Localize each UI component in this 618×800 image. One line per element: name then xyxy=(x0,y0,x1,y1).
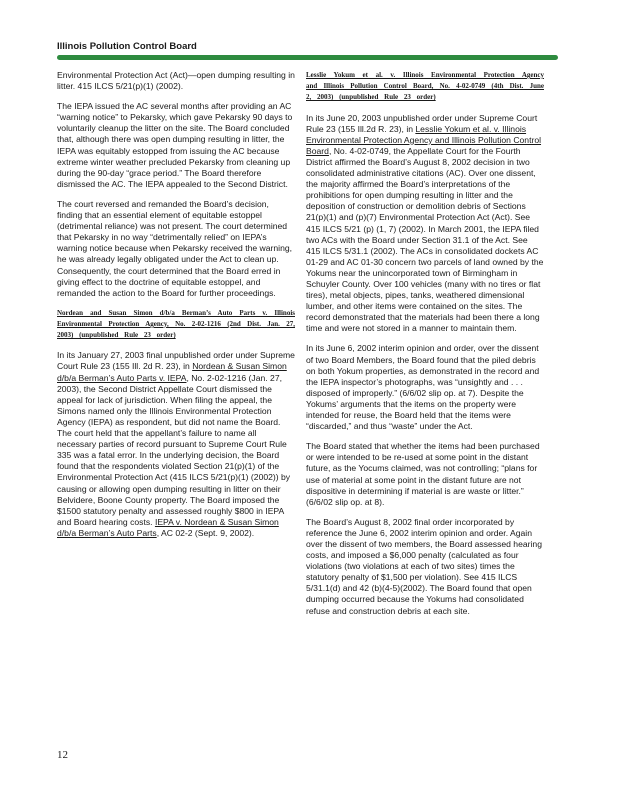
case-heading: Nordean and Susan Simon d/b/a Berman’s Auto Parts v. Illinois Environmental Protection Agency, No. 2-02-1216 (2nd Dist. Jan. 27, 2003) (unpublished Rule 23 order) xyxy=(57,308,295,340)
text: , AC 02-2 (Sept. 9, 2002). xyxy=(156,527,255,538)
paragraph: Environmental Protection Act (Act)—open dumping resulting in litter. 415 ILCS 5/21(p)(1) (2002). xyxy=(57,70,295,92)
left-column xyxy=(57,70,295,548)
page-number: 12 xyxy=(57,749,68,761)
case-heading: Lesslie Yokum et al. v. Illinois Environmental Protection Agency and Illinois Pollution Control Board, No. 4-02-0749 (4th Dist. June 2, 2003) (unpublished Rule 23 order) xyxy=(306,71,544,102)
case-citation-link: Lesslie Yokum et al. v. Illinois Environmental Protection Agency and Illinois Pollution Control Board xyxy=(306,123,542,156)
header-title: Illinois Pollution Control Board xyxy=(57,41,197,52)
case-citation-link: Nordean & Susan Simon d/b/a Berman’s Auto Parts v. IEPA xyxy=(57,361,287,383)
paragraph: In its June 6, 2002 interim opinion and order, over the dissent of two Board Members, the Board found that the piled debris on both Yokum properties, as demonstrated in the record and the IEPA inspector’s photographs, was “unsightly and . . . disposed of improperly.” (6/6/02 slip op. at 7). Despite the Yokums’ arguments that the items on the property were intended for reuse, the Board held that the items were “discarded,” and thus “waste” under the Act. xyxy=(306,343,540,432)
right-column xyxy=(306,70,544,626)
text: In its January 27, 2003 final unpublished order under Supreme Court Rule 23 (155 Ill. 2d R. 23), in xyxy=(57,350,295,372)
case-citation-link: IEPA v. Nordean & Susan Simon d/b/a Berman’s Auto Parts xyxy=(57,516,279,538)
paragraph: The Board’s August 8, 2002 final order incorporated by reference the June 6, 2002 interim opinion and order. Again over the dissent of two members, the Board assessed hearing costs, and imposed a $6,000 penalty (calculated as four violations (two violations at each of two sites) times the statutory penalty of $1,500 per violation). See 415 ILCS 5/31.1(d) and 42 (b)(4-5)(2002). The Board found that open dumping occurred because the Yokums had consolidated refuse and construction debris at each site. xyxy=(306,516,542,616)
paragraph: The Board stated that whether the items had been purchased or were intended to be re-used at some point in the distant future, as the Yocums claimed, was not controlling; “plans for use of material at some point in the distant future are not dispositive in determining if material is are waste or litter.” (6/6/02 slip op. at 8). xyxy=(306,441,540,507)
paragraph xyxy=(306,113,544,335)
paragraph xyxy=(57,350,295,539)
text: In its June 20, 2003 unpublished order under Supreme Court Rule 23 (155 Ill.2d R. 23), in xyxy=(306,112,538,134)
header-rule xyxy=(57,55,558,60)
paragraph: The IEPA issued the AC several months after providing an AC “warning notice” to Pekarsky, which gave Pekarsky 90 days to voluntarily cleanup the litter on the site. The Board concluded that, although there was open dumping resulting in litter, the IEPA was equitably estopped from issuing the AC because extreme winter weather precluded Pekarsky from cleaning up during the 90-day “grace period.” The Board therefore dismissed the AC. The IEPA appealed to the Second District. xyxy=(57,101,293,189)
text: , No. 4-02-0749, the Appellate Court for the Fourth District affirmed the Board’s August 8, 2002 decision in two consolidated administrative citations (AC). Over one dissent, the majority affirmed the Board’s interpretations of the prohibitions for open dumping resulting in litter and the deposition of construction or demolition debris of Sections 21(p)(1) and (p)(7) Environmental Protection Act (Act). See 415 ILCS 5/21 (p) (1, 7) (2002). In March 2001, the IEPA filed two ACs with the Board under Section 31.1 of the Act. See 415 ILCS 5/31.1 (2002). The ACs in consolidated dockets AC 01-29 and AC 01-30 concern two parcels of land owned by the Yokums near the unincorporated town of Birmingham in Schuyler County. Over 100 vehicles (many with no tires or flat tires), metal objects, pipes, tanks, weathered dimensional lumber, and other items were contained on the sites. The record demonstrated that the materials had been there a long time and were not stored in a manner to maintain them. xyxy=(306,145,544,334)
paragraph: The court reversed and remanded the Board’s decision, finding that an essential element of equitable estoppel (detrimental reliance) was not present. The court determined that Pekarsky in no way “detrimentally relied” on IEPA’s warning notice because when Pekarsky received the warning, he was already legally obligated under the Act to clean up. Consequently, the court determined that the Board erred in giving effect to the doctrine of equitable estoppel, and remanded the action to the Board for further proceedings. xyxy=(57,198,293,298)
text: , No. 2-02-1216 (Jan. 27, 2003), the Second District Appellate Court dismissed the appeal for lack of jurisdiction. When filing the appeal, the Simons named only the Illinois Environmental Protection Agency (IEPA) as respondent, but did not name the Board. The court held that the appellant’s failure to name all necessary parties of record pursuant to Supreme Court Rule 335 was a fatal error. In the underlying decision, the Board found that the respondents violated Section 21(p)(1) of the Environmental Protection Act (415 ILCS 5/21(p)(1) (2002)) by causing or allowing open dumping resulting in litter on their Belvidere, Boone County property. The Board imposed the $1500 statutory penalty and assessed roughly $800 in IEPA and Board hearing costs. xyxy=(57,372,291,527)
